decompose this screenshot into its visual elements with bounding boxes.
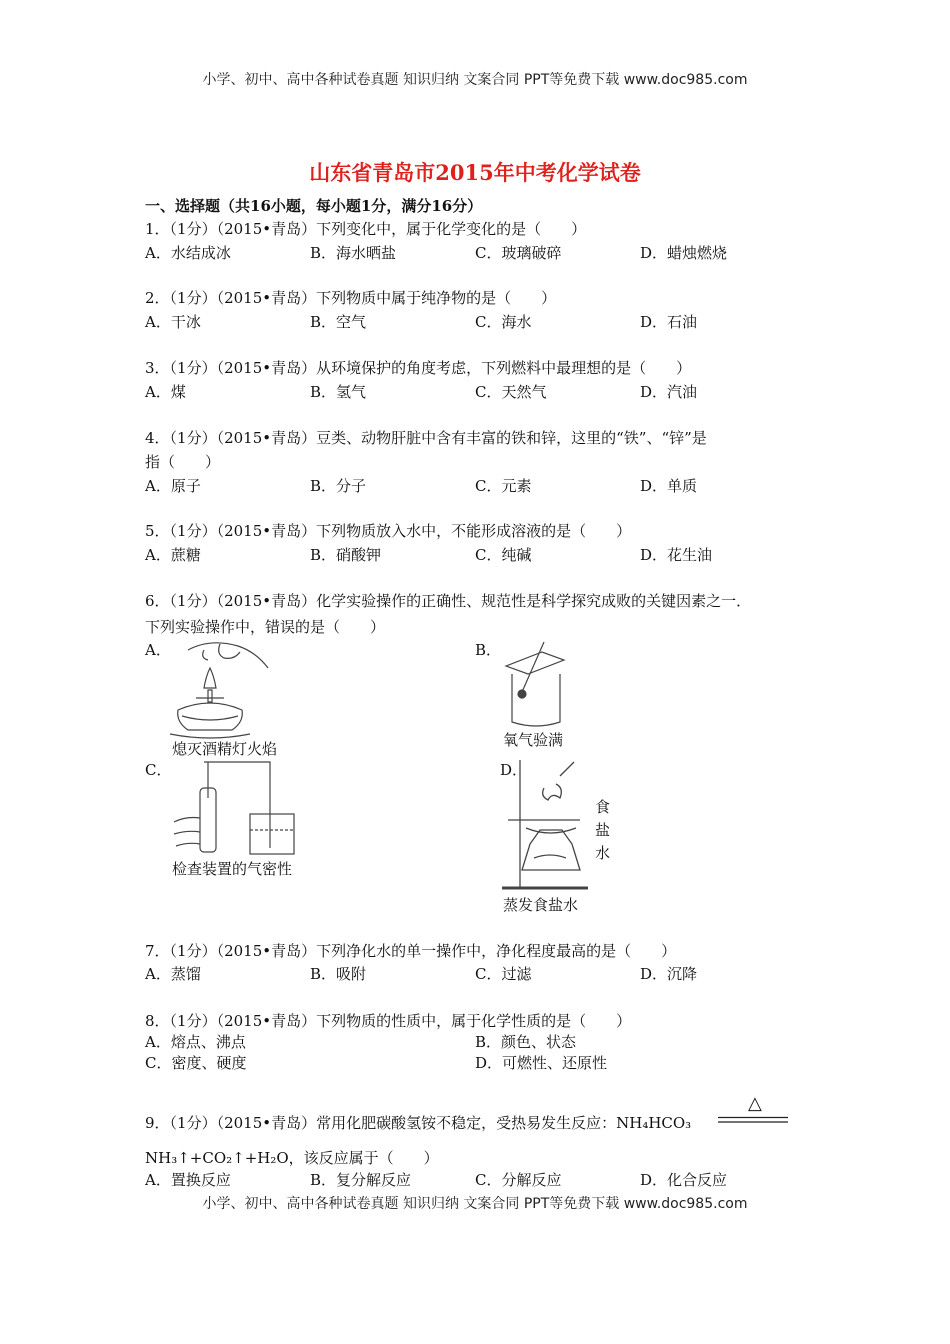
- question-4-stem: 4．（1分）（2015•青岛）豆类、动物肝脏中含有丰富的铁和锌，这里的“铁”、“锌”是: [145, 429, 707, 447]
- q7-option-b: B．吸附: [310, 965, 367, 983]
- q1-option-c: C．玻璃破碎: [475, 244, 562, 262]
- q4-option-a: A．原子: [145, 477, 201, 495]
- q7-option-a: A．蒸馏: [145, 965, 201, 983]
- question-3-stem: 3．（1分）（2015•青岛）从环境保护的角度考虑，下列燃料中最理想的是（ ）: [145, 359, 692, 377]
- q8-option-d: D．可燃性、还原性: [475, 1054, 608, 1072]
- section-heading: 一、选择题（共16小题，每小题1分，满分16分）: [145, 197, 483, 215]
- q5-option-d: D．花生油: [640, 546, 713, 564]
- q9-option-d: D．化合反应: [640, 1171, 728, 1189]
- q6-option-c: C．: [145, 761, 172, 779]
- caption-b: 氧气验满: [503, 731, 564, 749]
- question-6-stem-cont: 下列实验操作中，错误的是（ ）: [145, 618, 386, 636]
- q6-option-a: A．: [145, 641, 171, 659]
- q6-option-b: B．: [475, 641, 502, 659]
- q2-option-b: B．空气: [310, 313, 367, 331]
- reaction-equals-sign: [718, 1116, 788, 1124]
- question-9-stem-cont: NH₃↑+CO₂↑+H₂O，该反应属于（ ）: [145, 1149, 439, 1167]
- q7-option-d: D．沉降: [640, 965, 698, 983]
- q3-option-a: A．煤: [145, 383, 186, 401]
- q1-option-b: B．海水晒盐: [310, 244, 397, 262]
- q2-option-c: C．海水: [475, 313, 532, 331]
- q4-option-d: D．单质: [640, 477, 698, 495]
- q4-option-b: B．分子: [310, 477, 367, 495]
- figure-oxygen-test: [502, 638, 572, 730]
- question-5-stem: 5．（1分）（2015•青岛）下列物质放入水中，不能形成溶液的是（ ）: [145, 522, 632, 540]
- q7-option-c: C．过滤: [475, 965, 532, 983]
- q8-option-c: C．密度、硬度: [145, 1054, 247, 1072]
- heat-condition-symbol: △: [748, 1093, 762, 1114]
- question-8-stem: 8．（1分）（2015•青岛）下列物质的性质中，属于化学性质的是（ ）: [145, 1012, 632, 1030]
- q3-option-b: B．氢气: [310, 383, 367, 401]
- q2-option-a: A．干冰: [145, 313, 201, 331]
- q3-option-c: C．天然气: [475, 383, 547, 401]
- q3-option-d: D．汽油: [640, 383, 698, 401]
- q2-option-d: D．石油: [640, 313, 698, 331]
- question-7-stem: 7．（1分）（2015•青岛）下列净化水的单一操作中，净化程度最高的是（ ）: [145, 942, 677, 960]
- figure-airtightness: [170, 758, 300, 858]
- question-2-stem: 2．（1分）（2015•青岛）下列物质中属于纯净物的是（ ）: [145, 289, 557, 307]
- q1-option-d: D．蜡烛燃烧: [640, 244, 728, 262]
- side-label-char-3: 水: [595, 844, 611, 862]
- q6-option-d: D．: [500, 761, 528, 779]
- q9-option-a: A．置换反应: [145, 1171, 231, 1189]
- q5-option-a: A．蔗糖: [145, 546, 201, 564]
- question-9-stem: 9．（1分）（2015•青岛）常用化肥碳酸氢铵不稳定，受热易发生反应：NH₄HCO₃: [145, 1114, 692, 1132]
- side-label-char-2: 盐: [595, 821, 611, 839]
- side-label-char-1: 食: [595, 798, 611, 816]
- q8-option-b: B．颜色、状态: [475, 1033, 577, 1051]
- figure-evaporation: [500, 758, 590, 894]
- page-title: 山东省青岛市2015年中考化学试卷: [309, 160, 641, 185]
- q9-option-c: C．分解反应: [475, 1171, 562, 1189]
- caption-a: 熄灭酒精灯火焰: [172, 740, 278, 758]
- question-1-stem: 1．（1分）（2015•青岛）下列变化中，属于化学变化的是（ ）: [145, 220, 587, 238]
- question-4-stem-cont: 指（ ）: [145, 453, 221, 471]
- q5-option-b: B．硝酸钾: [310, 546, 382, 564]
- caption-d: 蒸发食盐水: [503, 896, 579, 914]
- q1-option-a: A．水结成冰: [145, 244, 231, 262]
- q8-option-a: A．熔点、沸点: [145, 1033, 246, 1051]
- figure-alcohol-lamp: [160, 638, 280, 740]
- side-label: [595, 796, 610, 865]
- question-6-stem: 6．（1分）（2015•青岛）化学实验操作的正确性、规范性是科学探究成败的关键因素之一．: [145, 592, 752, 610]
- caption-c: 检查装置的气密性: [172, 860, 293, 878]
- q9-option-b: B．复分解反应: [310, 1171, 412, 1189]
- page-header: 小学、初中、高中各种试卷真题 知识归纳 文案合同 PPT等免费下载 www.doc985.com: [202, 72, 748, 88]
- q5-option-c: C．纯碱: [475, 546, 532, 564]
- q4-option-c: C．元素: [475, 477, 532, 495]
- page-footer: 小学、初中、高中各种试卷真题 知识归纳 文案合同 PPT等免费下载 www.doc985.com: [202, 1196, 748, 1212]
